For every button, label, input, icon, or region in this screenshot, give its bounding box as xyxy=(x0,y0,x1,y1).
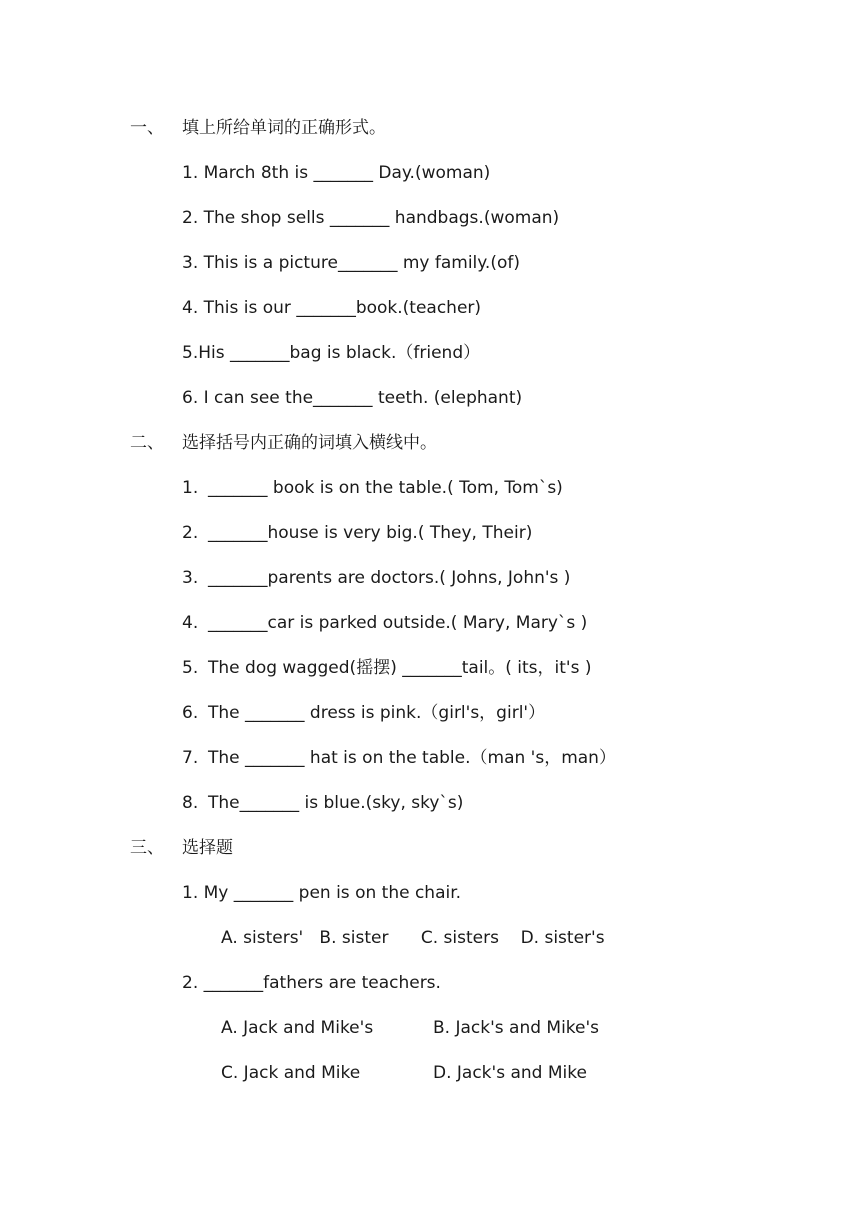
question-2-option-b: B. Jack's and Mike's xyxy=(433,1018,600,1038)
question-1-stem: 1. My _______ pen is on the chair. xyxy=(182,883,462,903)
item-number: 5. xyxy=(182,658,199,678)
section-1-item-2: 2. The shop sells _______ handbags.(woman) xyxy=(182,208,560,228)
item-text: The _______ hat is on the table.（man 's，man） xyxy=(208,748,616,768)
section-1-title: 填上所给单词的正确形式。 xyxy=(182,118,386,138)
item-number: 3. xyxy=(182,568,199,588)
section-3-number: 三、 xyxy=(130,838,164,858)
section-2-title: 选择括号内正确的词填入横线中。 xyxy=(182,433,437,453)
item-text: _______parents are doctors.( Johns, John's ) xyxy=(208,568,571,588)
section-1-item-6: 6. I can see the_______ teeth. (elephant) xyxy=(182,388,523,408)
item-text: _______house is very big.( They, Their) xyxy=(208,523,533,543)
item-number: 8. xyxy=(182,793,199,813)
item-number: 4. xyxy=(182,613,199,633)
item-text: The _______ dress is pink.（girl's，girl'） xyxy=(208,703,546,723)
section-1-item-4: 4. This is our _______book.(teacher) xyxy=(182,298,482,318)
item-text: _______car is parked outside.( Mary, Mary`s ) xyxy=(208,613,588,633)
section-1-item-1: 1. March 8th is _______ Day.(woman) xyxy=(182,163,491,183)
question-2-option-c: C. Jack and Mike xyxy=(221,1063,361,1083)
section-3-title: 选择题 xyxy=(182,838,233,858)
question-2-option-a: A. Jack and Mike's xyxy=(221,1018,374,1038)
section-1-number: 一、 xyxy=(130,118,164,138)
section-2-number: 二、 xyxy=(130,433,164,453)
section-1-item-3: 3. This is a picture_______ my family.(of) xyxy=(182,253,520,273)
question-2-option-d: D. Jack's and Mike xyxy=(433,1063,587,1083)
question-2-stem: 2. _______fathers are teachers. xyxy=(182,973,441,993)
section-1-item-5: 5.His _______bag is black.（friend） xyxy=(182,343,481,363)
item-number: 2. xyxy=(182,523,199,543)
question-1-options: A. sisters' B. sister C. sisters D. sister's xyxy=(221,928,605,948)
item-number: 6. xyxy=(182,703,199,723)
item-text: The dog wagged(摇摆) _______tail。( its，it's ) xyxy=(208,658,592,678)
item-text: The_______ is blue.(sky, sky`s) xyxy=(208,793,464,813)
item-number: 7. xyxy=(182,748,199,768)
item-text: _______ book is on the table.( Tom, Tom`s) xyxy=(208,478,563,498)
item-number: 1. xyxy=(182,478,199,498)
